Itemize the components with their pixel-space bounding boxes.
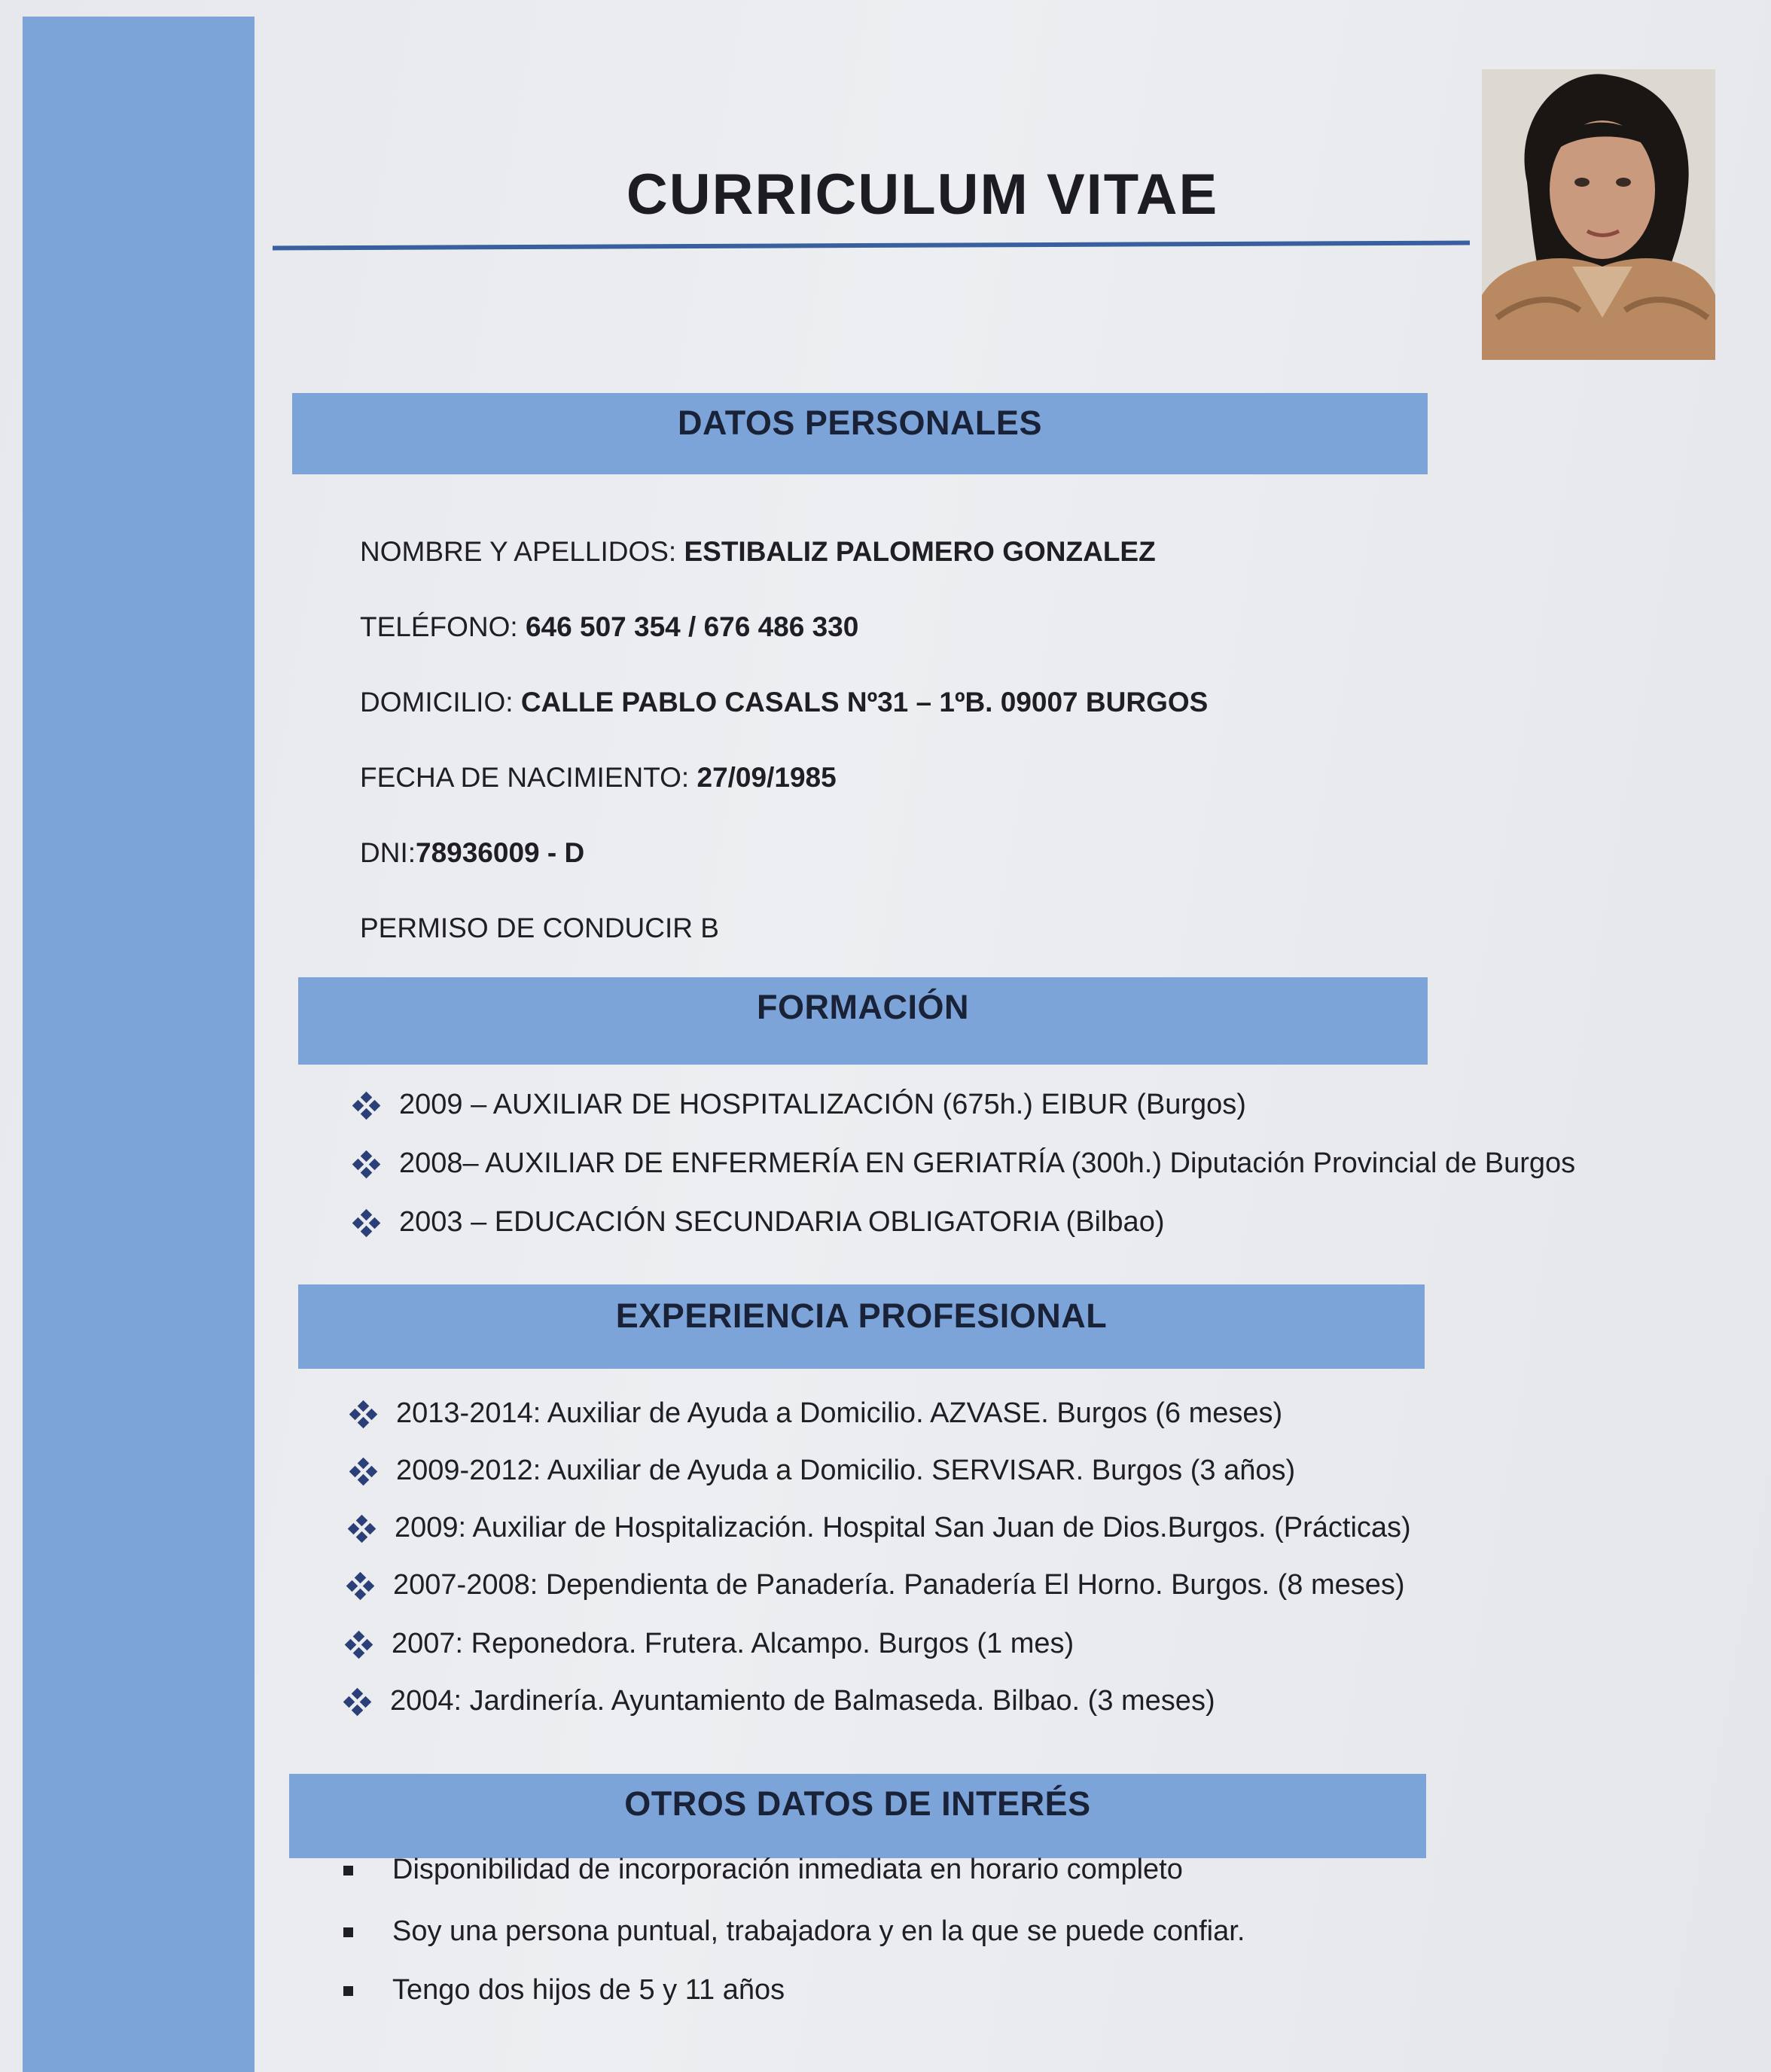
field-birthdate: [360, 762, 837, 794]
diamond-bullet-icon: [354, 1211, 380, 1236]
section-header-experience: [298, 1284, 1425, 1369]
diamond-bullet-icon: [345, 1690, 370, 1715]
document-title: CURRICULUM VITAE: [626, 163, 1219, 227]
field-phone: [360, 611, 858, 643]
left-accent-bar: [23, 17, 255, 2072]
list-item: 2007: Reponedora. Frutera. Alcampo. Burgos (1 mes): [346, 1628, 1074, 1660]
field-value: 646 507 354 / 676 486 330: [525, 611, 859, 642]
diamond-bullet-icon: [351, 1402, 376, 1428]
field-label: TELÉFONO:: [360, 611, 526, 642]
profile-photo: [1482, 69, 1715, 360]
field-value: CALLE PABLO CASALS Nº31 – 1ºB. 09007 BURGOS: [520, 687, 1209, 718]
list-item: 2013-2014: Auxiliar de Ayuda a Domicilio. AZVASE. Burgos (6 meses): [351, 1397, 1282, 1430]
field-value: ESTIBALIZ PALOMERO GONZALEZ: [684, 536, 1156, 567]
section-title: OTROS DATOS DE INTERÉS: [624, 1784, 1091, 1823]
list-item: 2008– AUXILIAR DE ENFERMERÍA EN GERIATRÍA (300h.) Diputación Provincial de Burgos: [354, 1147, 1575, 1180]
list-item: 2009: Auxiliar de Hospitalización. Hospital San Juan de Dios.Burgos. (Prácticas): [349, 1512, 1411, 1544]
field-value: 78936009 - D: [416, 837, 585, 868]
field-label: NOMBRE Y APELLIDOS:: [360, 536, 684, 567]
field-label: DNI:: [360, 837, 416, 868]
section-title: FORMACIÓN: [757, 988, 969, 1026]
list-item: Disponibilidad de incorporación inmediata en horario completo: [339, 1854, 1183, 1886]
list-item: 2009-2012: Auxiliar de Ayuda a Domicilio. SERVISAR. Burgos (3 años): [351, 1455, 1295, 1487]
field-address: [360, 687, 1208, 718]
diamond-bullet-icon: [349, 1516, 375, 1542]
diamond-bullet-icon: [354, 1152, 380, 1178]
diamond-bullet-icon: [346, 1632, 372, 1658]
field-label: PERMISO DE CONDUCIR B: [360, 913, 719, 943]
square-bullet-icon: [343, 1927, 353, 1937]
section-header-personal: [292, 393, 1428, 474]
title-underline: [273, 241, 1470, 251]
section-title: DATOS PERSONALES: [678, 404, 1042, 442]
section-header-other: [289, 1774, 1426, 1858]
field-value: 27/09/1985: [697, 762, 837, 793]
list-item: 2004: Jardinería. Ayuntamiento de Balmaseda. Bilbao. (3 meses): [345, 1685, 1215, 1717]
field-name: [360, 536, 1156, 568]
field-license: [360, 913, 719, 944]
square-bullet-icon: [343, 1866, 353, 1875]
section-header-education: [298, 977, 1428, 1065]
list-item: 2007-2008: Dependienta de Panadería. Panadería El Horno. Burgos. (8 meses): [348, 1569, 1405, 1601]
list-item: Tengo dos hijos de 5 y 11 años: [339, 1974, 785, 2006]
section-title: EXPERIENCIA PROFESIONAL: [615, 1297, 1108, 1335]
square-bullet-icon: [343, 1986, 353, 1996]
diamond-bullet-icon: [354, 1093, 380, 1119]
diamond-bullet-icon: [348, 1574, 373, 1599]
list-item: 2009 – AUXILIAR DE HOSPITALIZACIÓN (675h.) EIBUR (Burgos): [354, 1089, 1246, 1121]
list-item: Soy una persona puntual, trabajadora y en la que se puede confiar.: [339, 1915, 1245, 1948]
field-label: DOMICILIO:: [360, 687, 521, 718]
field-label: FECHA DE NACIMIENTO:: [360, 762, 697, 793]
list-item: 2003 – EDUCACIÓN SECUNDARIA OBLIGATORIA (Bilbao): [354, 1206, 1164, 1239]
diamond-bullet-icon: [351, 1459, 376, 1485]
field-dni: [360, 837, 584, 869]
